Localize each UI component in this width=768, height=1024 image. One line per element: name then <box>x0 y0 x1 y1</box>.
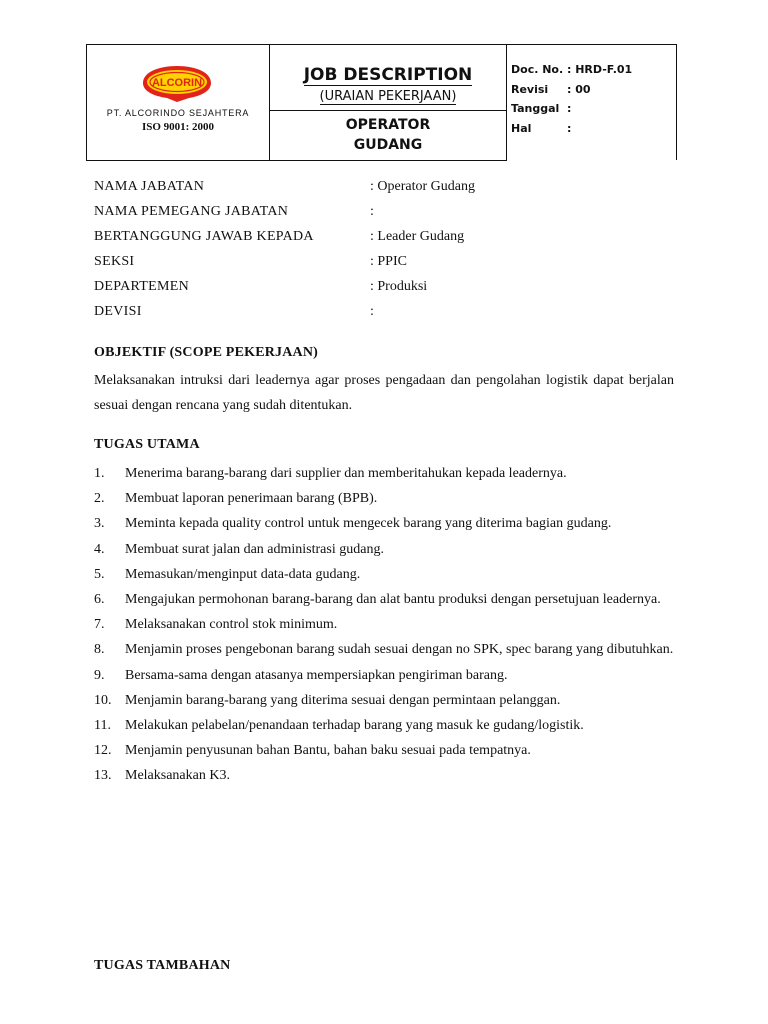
logo-text: ALCORIN <box>151 77 203 89</box>
info-row: BERTANGGUNG JAWAB KEPADA : Leader Gudang <box>94 229 465 244</box>
list-item: 7. Melaksanakan control stok minimum. <box>94 617 338 633</box>
info-row: DEPARTEMEN : Produksi <box>94 279 428 294</box>
list-item: 11. Melakukan pelabelan/penandaan terhadap barang yang masuk ke gudang/logistik. <box>94 718 584 734</box>
additional-tasks-heading: TUGAS TAMBAHAN <box>94 958 231 973</box>
list-item: 12. Menjamin penyusunan bahan Bantu, bahan baku sesuai pada tempatnya. <box>94 743 531 759</box>
main-tasks-heading: TUGAS UTAMA <box>94 437 200 452</box>
doc-info-row: Revisi : 00 <box>511 82 591 96</box>
list-item: 8. Menjamin proses pengebonan barang sudah sesuai dengan no SPK, spec barang yang dibutuhkan. <box>94 642 674 658</box>
main-tasks-list <box>94 461 674 789</box>
info-row: NAMA PEMEGANG JABATAN : <box>94 204 374 219</box>
info-row: NAMA JABATAN : Operator Gudang <box>94 179 475 194</box>
list-item: 4. Membuat surat jalan dan administrasi gudang. <box>94 541 384 557</box>
list-item: 6. Mengajukan permohonan barang-barang dan alat bantu produksi dengan persetujuan leadernya. <box>94 592 661 608</box>
objective-heading: OBJEKTIF (SCOPE PEKERJAAN) <box>94 345 319 360</box>
objective-text: Melaksanakan intruksi dari leadernya agar proses pengadaan dan pengolahan logistik dapat berjalan sesuai dengan rencana yang sudah ditentukan. <box>94 373 674 413</box>
document-title: JOB DESCRIPTION <box>303 65 473 85</box>
info-row: DEVISI : <box>94 304 374 319</box>
header-divider <box>86 160 507 161</box>
list-item: 5. Memasukan/menginput data-data gudang. <box>94 566 361 582</box>
position-info <box>94 177 475 327</box>
header-divider <box>506 45 507 161</box>
list-item: 10. Menjamin barang-barang yang diterima sesuai dengan permintaan pelanggan. <box>94 692 561 708</box>
list-item: 13. Melaksanakan K3. <box>94 768 230 784</box>
header-divider <box>270 110 506 111</box>
document-header <box>86 44 677 160</box>
company-logo <box>139 63 215 103</box>
document-subtitle: (URAIAN PEKERJAAN) <box>319 89 457 104</box>
doc-info-row: Tanggal : <box>511 102 572 115</box>
doc-info-row: Doc. No. : HRD-F.01 <box>511 63 633 76</box>
list-item: 9. Bersama-sama dengan atasanya mempersiapkan pengiriman barang. <box>94 667 508 683</box>
doc-info <box>511 63 632 141</box>
list-item: 3. Meminta kepada quality control untuk mengecek barang yang diterima bagian gudang. <box>94 516 612 532</box>
company-name: PT. ALCORINDO SEJAHTERA <box>106 108 250 118</box>
info-row: SEKSI : PPIC <box>94 254 407 269</box>
iso-certification: ISO 9001: 2000 <box>141 121 215 133</box>
list-item: 2. Membuat laporan penerimaan barang (BPB). <box>94 491 378 507</box>
position-title: OPERATOR GUDANG <box>345 117 431 153</box>
doc-info-row: Hal : <box>511 121 572 135</box>
list-item: 1. Menerima barang-barang dari supplier dan memberitahukan kepada leadernya. <box>94 466 567 481</box>
